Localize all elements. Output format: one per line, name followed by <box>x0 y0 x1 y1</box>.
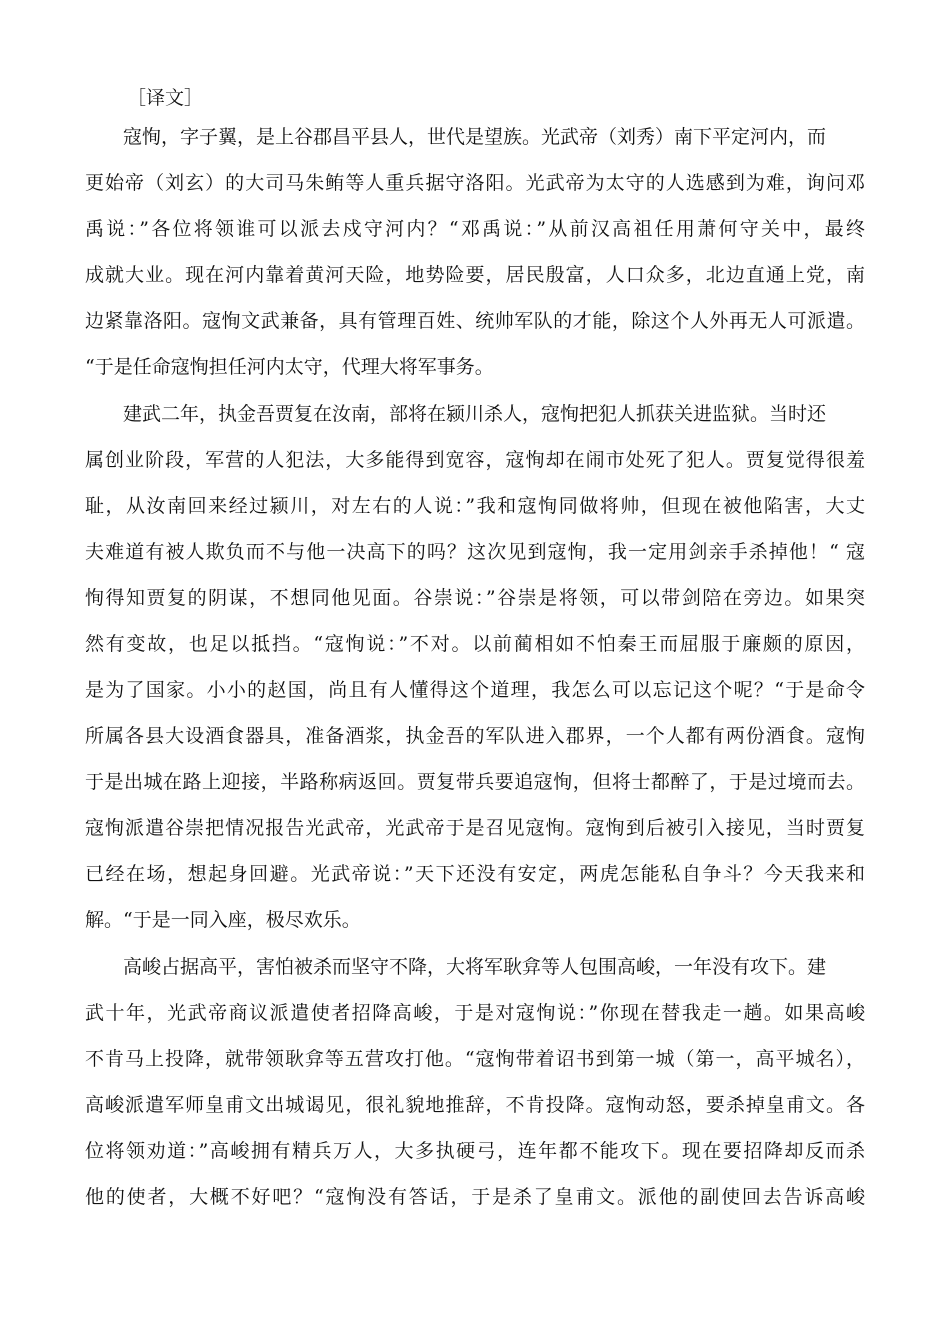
text-line-23: 位将领劝道：”高峻拥有精兵万人，大多执硬弓，连年都不能攻下。现在要招降却反而杀 <box>85 1140 865 1162</box>
text-line-13: 是为了国家。小小的赵国，尚且有人懂得这个道理，我怎么可以忘记这个呢？“于是命令 <box>85 679 865 701</box>
document-page <box>85 0 865 1342</box>
text-line-11: 恂得知贾复的阴谋，不想同他见面。谷崇说：”谷崇是将领，可以带剑陪在旁边。如果突 <box>85 587 865 609</box>
text-line-24: 他的使者，大概不好吧？“寇恂没有答话，于是杀了皇甫文。派他的副使回去告诉高峻 <box>85 1186 865 1208</box>
text-line-5: 边紧靠洛阳。寇恂文武兼备，具有管理百姓、统帅军队的才能，除这个人外再无人可派遣。 <box>85 310 865 332</box>
text-line-12: 然有变故，也足以抵挡。“寇恂说：”不对。以前蔺相如不怕秦王而屈服于廉颇的原因， <box>85 633 865 655</box>
text-line-15: 于是出城在路上迎接，半路称病返回。贾复带兵要追寇恂，但将士都醉了，于是过境而去。 <box>85 771 865 793</box>
text-line-22: 高峻派遣军师皇甫文出城谒见，很礼貌地推辞，不肯投降。寇恂动怒，要杀掉皇甫文。各 <box>85 1094 865 1116</box>
text-line-8: 属创业阶段，军营的人犯法，大多能得到宽容，寇恂却在闹市处死了犯人。贾复觉得很羞 <box>85 449 865 471</box>
text-line-18: 解。“于是一同入座，极尽欢乐。 <box>85 909 361 931</box>
text-line-20: 武十年，光武帝商议派遣使者招降高峻，于是对寇恂说：”你现在替我走一趟。如果高峻 <box>85 1002 865 1024</box>
text-line-21: 不肯马上投降，就带领耿弇等五营攻打他。“寇恂带着诏书到第一城（第一，高平城名）， <box>85 1048 865 1070</box>
section-heading: ［译文］ <box>127 87 204 109</box>
text-line-3: 禹说：”各位将领谁可以派去戍守河内？“邓禹说：”从前汉高祖任用萧何守关中，最终 <box>85 218 865 240</box>
text-line-9: 耻，从汝南回来经过颍川，对左右的人说：”我和寇恂同做将帅，但现在被他陷害，大丈 <box>85 495 865 517</box>
text-line-4: 成就大业。现在河内靠着黄河天险，地势险要，居民殷富，人口众多，北边直通上党，南 <box>85 264 865 286</box>
text-line-10: 夫难道有被人欺负而不与他一决高下的吗？这次见到寇恂，我一定用剑亲手杀掉他！“ 寇 <box>85 541 865 563</box>
text-line-7: 建武二年，执金吾贾复在汝南，部将在颍川杀人，寇恂把犯人抓获关进监狱。当时还 <box>123 403 827 425</box>
text-line-2: 更始帝（刘玄）的大司马朱鲔等人重兵据守洛阳。光武帝为太守的人选感到为难，询问邓 <box>85 172 865 194</box>
text-line-14: 所属各县大设酒食器具，准备酒浆，执金吾的军队进入郡界，一个人都有两份酒食。寇恂 <box>85 725 865 747</box>
text-line-16: 寇恂派遣谷崇把情况报告光武帝，光武帝于是召见寇恂。寇恂到后被引入接见，当时贾复 <box>85 817 865 839</box>
text-line-19: 高峻占据高平，害怕被杀而坚守不降，大将军耿弇等人包围高峻，一年没有攻下。建 <box>123 956 827 978</box>
text-line-6: “于是任命寇恂担任河内太守，代理大将军事务。 <box>85 356 494 378</box>
text-line-17: 已经在场，想起身回避。光武帝说：”天下还没有安定，两虎怎能私自争斗？今天我来和 <box>85 863 865 885</box>
text-line-1: 寇恂，字子翼，是上谷郡昌平县人，世代是望族。光武帝（刘秀）南下平定河内，而 <box>123 126 827 148</box>
